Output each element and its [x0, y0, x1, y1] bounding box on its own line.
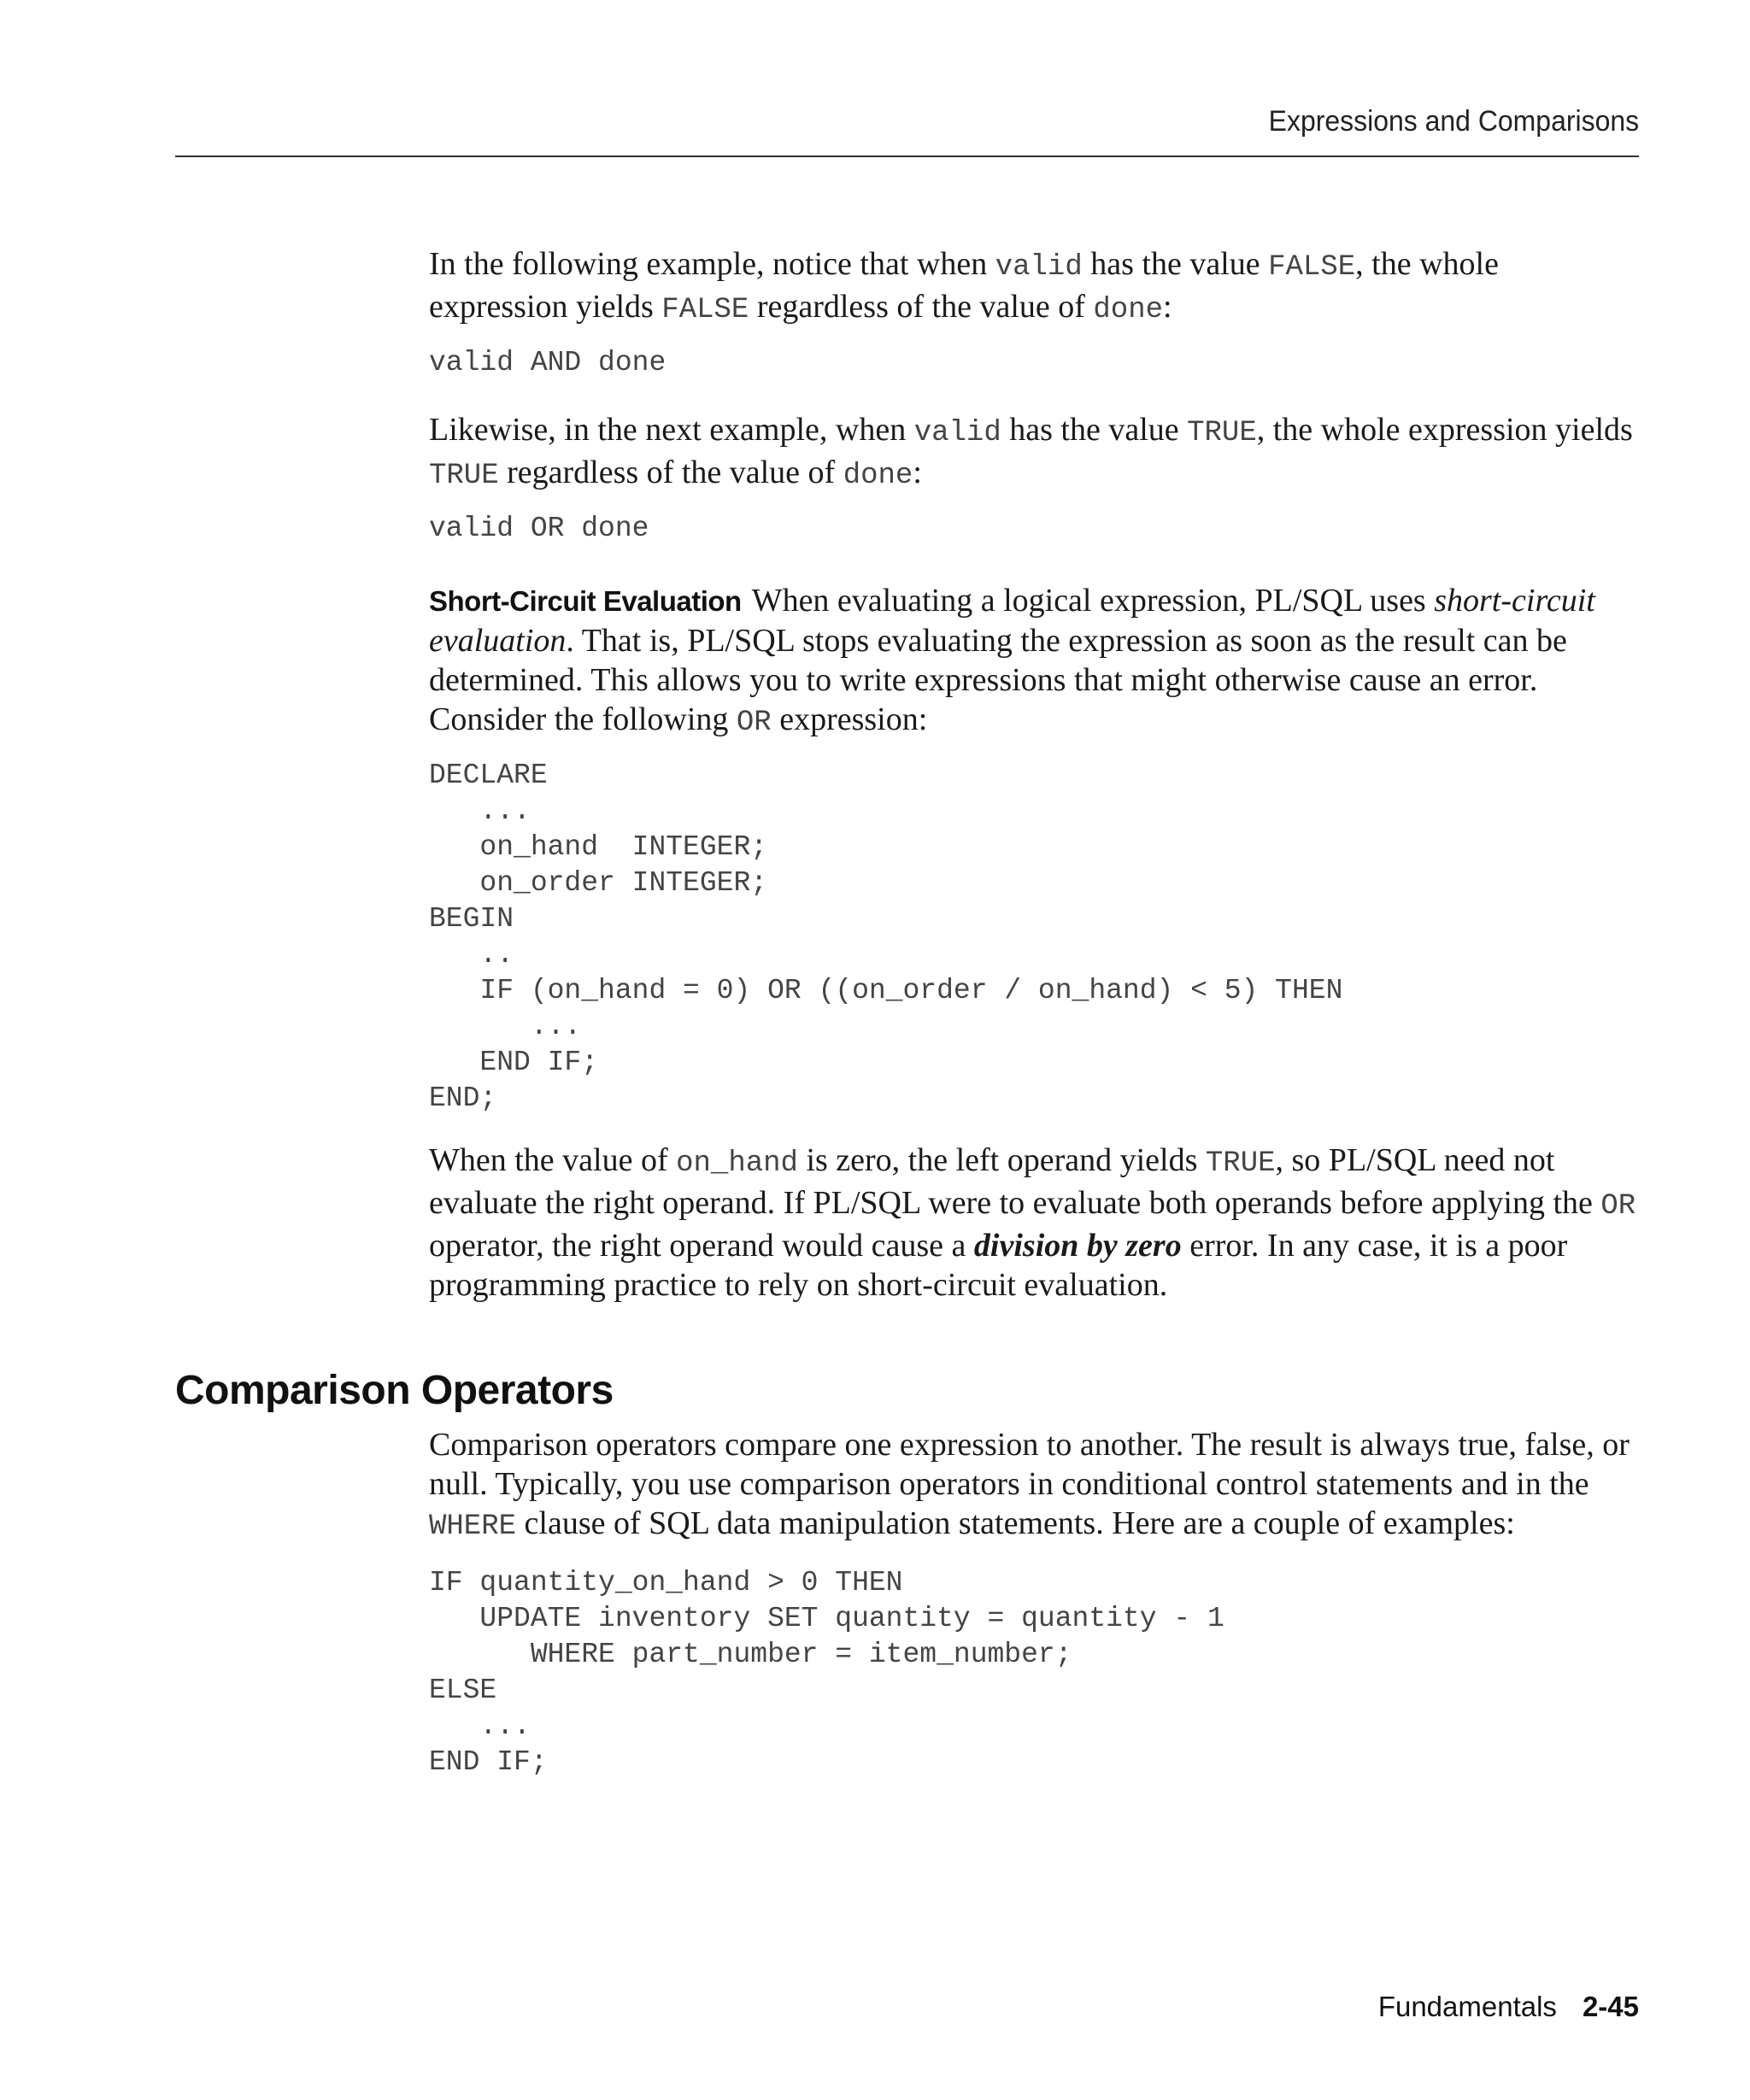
code-block-and: valid AND done: [429, 347, 667, 378]
footer-chapter: Fundamentals: [1377, 1991, 1557, 2022]
inline-code: OR: [1600, 1190, 1636, 1223]
inline-code: on_hand: [676, 1147, 798, 1180]
inline-code: TRUE: [429, 460, 499, 492]
paragraph-short-circuit-explanation: When the value of on_hand is zero, the left operand yields TRUE, so PL/SQL need not evaluate the right operand. If PL/SQL were to evaluate both operands before applying the OR operator, the right operand would cause a division by zero error. In any case, it is a poor programming practice to rely on short-circuit evaluation.: [429, 1142, 1636, 1303]
page-number: 2-45: [1582, 1991, 1639, 2022]
code-block-or: valid OR done: [429, 513, 649, 544]
page-content: [429, 244, 1642, 1305]
inline-code: FALSE: [1268, 251, 1356, 284]
emphasis-term: short-circuit evaluation: [429, 583, 1595, 659]
emphasis-term: division by zero: [973, 1228, 1182, 1264]
section-heading: Comparison Operators: [175, 1368, 614, 1413]
inline-code: OR: [736, 707, 772, 739]
paragraph-comparison-operators: Comparison operators compare one expression to another. The result is always true, false, or null. Typically, you use comparison operators in conditional control statements and in the WHERE clause of SQL data manipulation statements. Here are a couple of examples:: [429, 1427, 1630, 1543]
inline-code: done: [843, 460, 913, 492]
runin-heading: Short-Circuit Evaluation: [429, 585, 742, 617]
section-content: [429, 1425, 1642, 1780]
inline-code: done: [1093, 294, 1164, 326]
inline-code: valid: [913, 417, 1001, 449]
header-rule: [175, 155, 1639, 157]
code-block-if: IF quantity_on_hand > 0 THEN UPDATE inventory SET quantity = quantity - 1 WHERE part_number = item_number; ELSE ... END IF;: [429, 1567, 1224, 1778]
inline-code: valid: [995, 251, 1083, 284]
code-block-declare: DECLARE ... on_hand INTEGER; on_order INTEGER; BEGIN .. IF (on_hand = 0) OR ((on_order / on_hand) < 5) THEN ... END IF; END;: [429, 760, 1343, 1114]
inline-code: FALSE: [661, 294, 749, 326]
inline-code: TRUE: [1205, 1147, 1276, 1180]
inline-code: WHERE: [429, 1510, 517, 1543]
paragraph-and-example-intro: In the following example, notice that when valid has the value FALSE, the whole expression yields FALSE regardless of the value of done:: [429, 246, 1499, 326]
page-footer: [1378, 1991, 1639, 2023]
paragraph-or-example-intro: Likewise, in the next example, when valid has the value TRUE, the whole expression yields TRUE regardless of the value of done:: [429, 412, 1633, 492]
inline-code: TRUE: [1187, 417, 1257, 449]
running-header: Expressions and Comparisons: [1268, 105, 1639, 138]
paragraph-short-circuit: Short-Circuit Evaluation When evaluating a logical expression, PL/SQL uses short-circuit evaluation. That is, PL/SQL stops evaluating the expression as soon as the result can be determined. This allows you to write expressions that might otherwise cause an error. Consider the following OR expression:: [429, 583, 1595, 739]
